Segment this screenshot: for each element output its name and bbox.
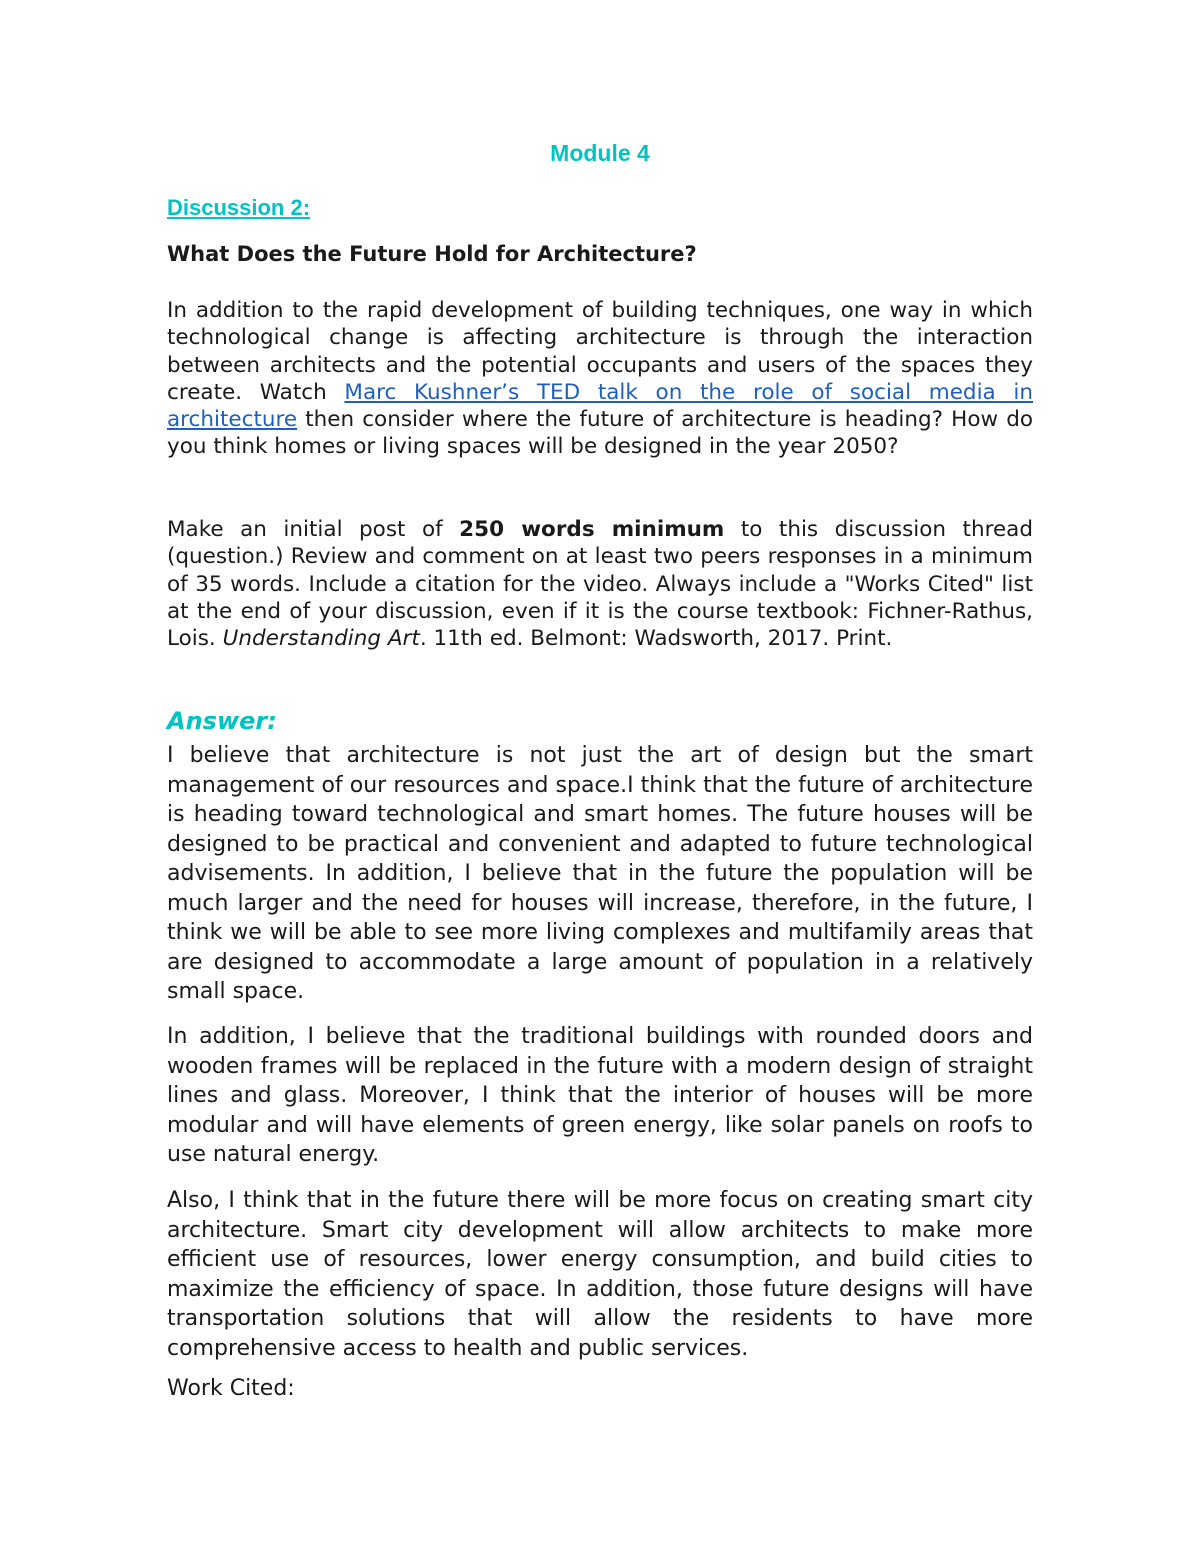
word-count-requirement: 250 words minimum bbox=[459, 517, 725, 542]
answer-paragraph-2: In addition, I believe that the traditional buildings with rounded doors and wooden frames will be replaced in the future with a modern design of straight lines and glass. Moreover, I think that the interior of houses will be more modular and will have elements of green energy, like solar panels on roofs to use natural energy. bbox=[167, 1024, 1033, 1167]
requirements-text-3: . 11th ed. Belmont: Wadsworth, 2017. Print. bbox=[419, 626, 893, 652]
answer-paragraph-3: Also, I think that in the future there will be more focus on creating smart city architecture. Smart city development will allow architects to make more efficient use of resources, lower energy consumption, and build cities to maximize the efficiency of space. In addition, those future designs will have transportation solutions that will allow the residents to have more comprehensive access to health and public services. bbox=[167, 1188, 1033, 1361]
discussion-label: Discussion 2: bbox=[167, 195, 311, 220]
requirements-text-1: Make an initial post of bbox=[167, 517, 460, 542]
textbook-title: Understanding Art bbox=[222, 626, 420, 652]
ted-talk-link[interactable]: Marc Kushner’s TED talk on the role of social media in architecture bbox=[167, 379, 1033, 433]
prompt-paragraph bbox=[167, 297, 1033, 461]
module-title: Module 4 bbox=[550, 140, 650, 166]
works-cited-label: Work Cited: bbox=[167, 1376, 295, 1401]
question-heading: What Does the Future Hold for Architecture? bbox=[167, 242, 697, 266]
answer-paragraph-1: I believe that architecture is not just the art of design but the smart management of our resources and space.I think that the future of architecture is heading toward technological and smart homes. The future houses will be designed to be practical and convenient and adapted to future technological advisements. In addition, I believe that in the future the population will be much larger and the need for houses will increase, therefore, in the future, I think we will be able to see more living complexes and multifamily areas that are designed to accommodate a large amount of population in a relatively small space. bbox=[167, 743, 1033, 1004]
prompt-text-after: then consider where the future of architecture is heading? How do you think homes or living spaces will be designed in the year 2050? bbox=[167, 407, 1033, 460]
answer-label: Answer: bbox=[167, 707, 277, 735]
requirements-paragraph bbox=[167, 516, 1033, 652]
requirements-text-2: to this discussion thread (question.) Review and comment on at least two peers responses in a minimum of 35 words. Include a citation for the video. Always include a "Works Cited" list at the end of your discussion, even if it is the course textbook: Fichner-Rathus, Lois. bbox=[167, 517, 1033, 652]
prompt-text-before: In addition to the rapid development of building techniques, one way in which technological change is affecting architecture is through the interaction between architects and the potential occupants and users of the spaces they create. Watch bbox=[167, 298, 1033, 405]
